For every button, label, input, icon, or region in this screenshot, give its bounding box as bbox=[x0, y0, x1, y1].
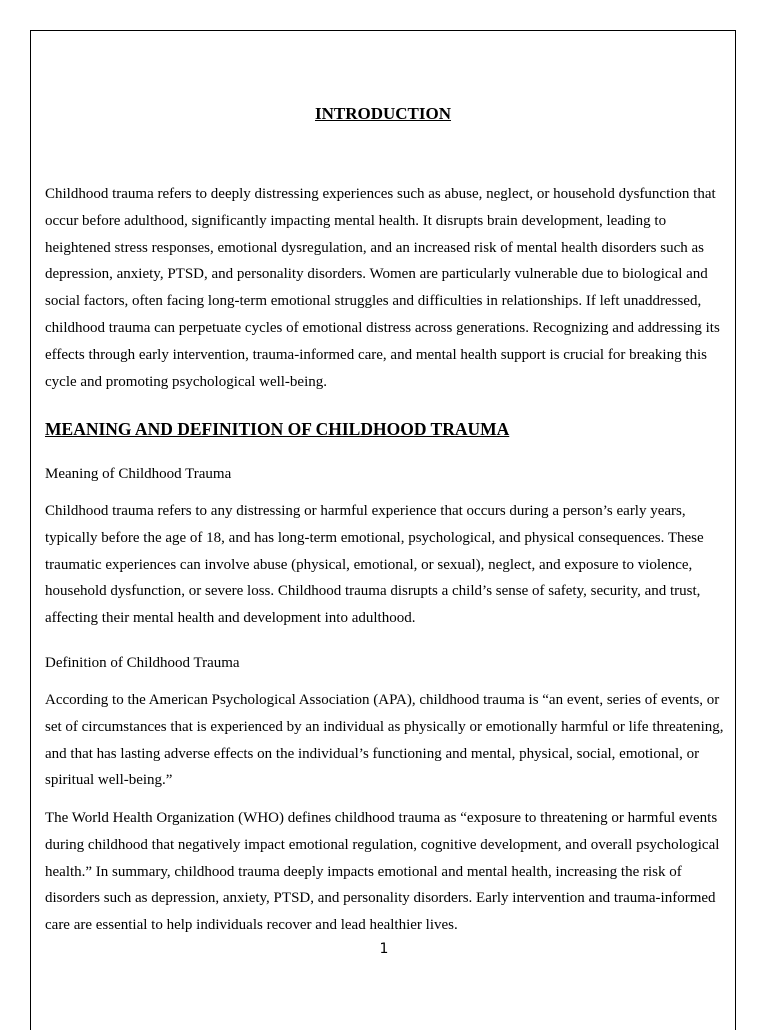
meaning-subheading: Meaning of Childhood Trauma bbox=[45, 466, 232, 482]
page-number: 1 bbox=[379, 941, 389, 957]
who-definition-paragraph: The World Health Organization (WHO) defines childhood trauma as “exposure to threatening or harmful events during childhood that negatively impact emotional regulation, cognitive development, and overall psychological health.” In summary, childhood trauma deeply impacts emotional and mental health, increasing the risk of disorders such as depression, anxiety, PTSD, and personality disorders. Early intervention and trauma-informed care are essential to help individuals recover and lead healthier lives. bbox=[45, 810, 720, 934]
definition-subheading: Definition of Childhood Trauma bbox=[45, 655, 240, 671]
apa-definition-paragraph: According to the American Psychological Association (APA), childhood trauma is “an event, series of events, or set of circumstances that is experienced by an individual as physically or emotionally harmful or life threatening, and that has lasting adverse effects on the individual’s functioning and mental, physical, social, emotional, or spiritual well-being.” bbox=[45, 692, 724, 789]
page-title: INTRODUCTION bbox=[314, 104, 452, 123]
section-heading: MEANING AND DEFINITION OF CHILDHOOD TRAUMA bbox=[45, 419, 510, 439]
meaning-paragraph: Childhood trauma refers to any distressing or harmful experience that occurs during a person’s early years, typically before the age of 18, and has long-term emotional, psychological, and physical consequences. These traumatic experiences can involve abuse (physical, emotional, or sexual), neglect, and exposure to violence, household dysfunction, or severe loss. Childhood trauma disrupts a child’s sense of safety, security, and trust, affecting their mental health and development into adulthood. bbox=[45, 503, 704, 627]
intro-paragraph: Childhood trauma refers to deeply distressing experiences such as abuse, neglect, or household dysfunction that occur before adulthood, significantly impacting mental health. It disrupts brain development, leading to heightened stress responses, emotional dysregulation, and an increased risk of mental health disorders such as depression, anxiety, PTSD, and personality disorders. Women are particularly vulnerable due to biological and social factors, often facing long-term emotional struggles and difficulties in relationships. If left unaddressed, childhood trauma can perpetuate cycles of emotional distress across generations. Recognizing and addressing its effects through early intervention, trauma-informed care, and mental health support is crucial for breaking this cycle and promoting psychological well-being. bbox=[45, 186, 720, 390]
